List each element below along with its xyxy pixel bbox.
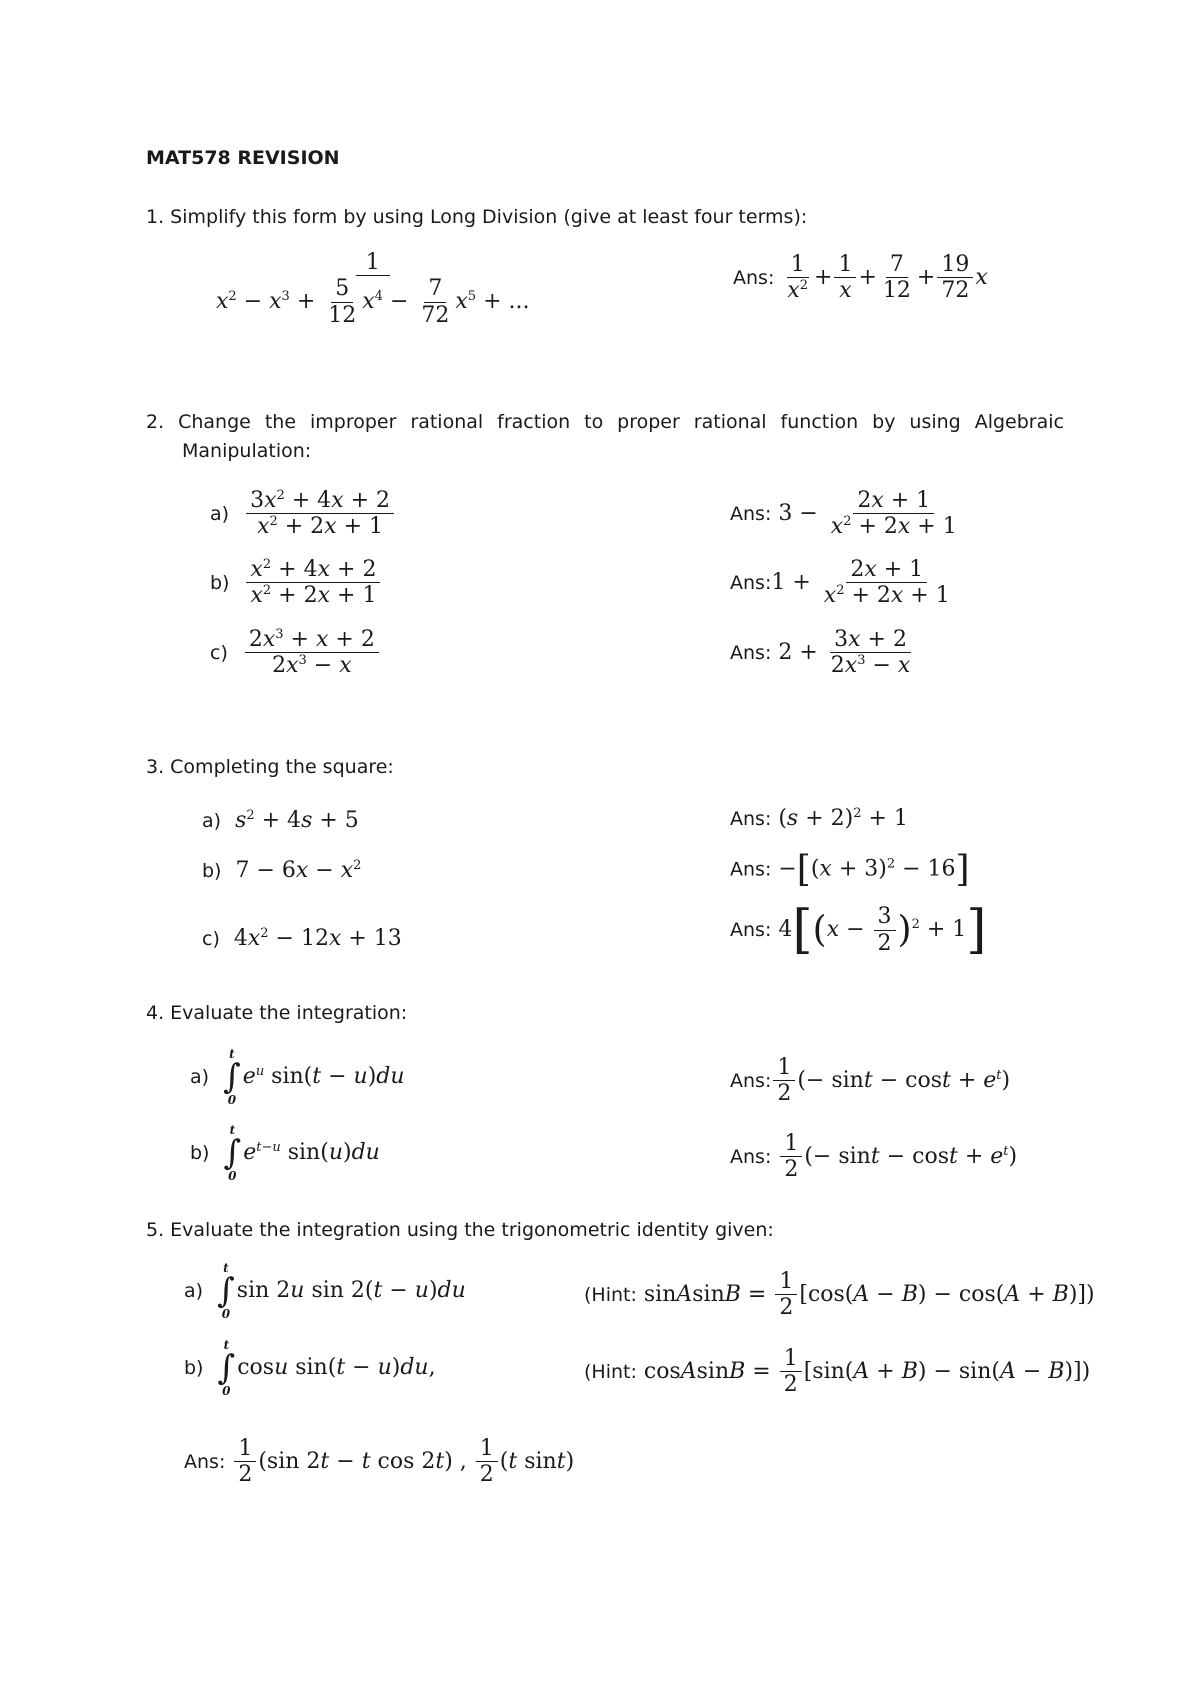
q5b-expression: b) t ∫ 0 cosu sin(t − u)du,: [184, 1338, 436, 1398]
q1-expression: 1 $x^2 - x^3$ + $\frac{5}{12}$ $x^4$ − $\frac{7}{72}$ $x^5$ + ...: [216, 250, 530, 328]
q5a-expression: a) t ∫ 0 sin 2u sin 2(t − u)du: [184, 1261, 466, 1321]
q4b-answer: Ans: $\frac{1}{2}$ (− $\sin t - \cos t + e^t$): [730, 1131, 1018, 1183]
q2a-answer: Ans: 3 − $\frac{2x + 1}{x^2 + 2x + 1}$: [730, 488, 957, 540]
item-label: a): [184, 1280, 204, 1302]
answer-label: Ans:: [730, 1145, 772, 1168]
q2c-expression: c) $\frac{2x^3 + x + 2}{2x^3 - x}$: [210, 627, 381, 679]
item-label: c): [210, 641, 228, 664]
item-label: b): [184, 1357, 204, 1379]
q5a-hint: (Hint: sinAsinB = $\frac{1}{2}$ [cos(A − B) − cos(A + B)]): [584, 1269, 1095, 1321]
question-3-text: 3. Completing the square:: [146, 756, 394, 778]
answer-label: Ans:: [730, 858, 772, 881]
q3c-expression: c) $4x^2 - 12x + 13$: [202, 926, 402, 951]
answer-label: Ans:: [730, 808, 772, 830]
q3b-answer: Ans: $-[(x + 3)^2 - 16]$: [730, 849, 970, 890]
hint-label: (Hint:: [584, 1360, 637, 1383]
answer-label: Ans:: [730, 641, 772, 664]
q2b-answer: Ans:1 + $\frac{2x + 1}{x^2 + 2x + 1}$: [730, 557, 950, 609]
answer-label: Ans:: [733, 266, 775, 289]
hint-label: (Hint:: [584, 1283, 637, 1306]
q4b-expression: b) t ∫ 0 $e^{t-u}$ sin(u)du: [190, 1123, 380, 1183]
item-label: b): [210, 571, 230, 594]
q3b-expression: b) $7 - 6x - x^2$: [202, 858, 362, 883]
q2c-answer: Ans: 2 + $\frac{3x + 2}{2x^3 - x}$: [730, 627, 911, 679]
q4a-answer: Ans: $\frac{1}{2}$ (− $\sin t - \cos t + e^t$): [730, 1055, 1011, 1107]
q3a-expression: a) $s^2 + 4s + 5$: [202, 808, 359, 833]
item-label: b): [190, 1142, 210, 1164]
answer-label: Ans:: [184, 1450, 226, 1473]
question-2-text: 2. Change the improper rational fraction to proper rational function by using Algebraic: [146, 411, 1064, 433]
question-1-text: 1. Simplify this form by using Long Division (give at least four terms):: [146, 206, 808, 228]
q1-answer: Ans: $\frac{1}{x^2}$ + $\frac{1}{x}$ + $\frac{7}{12}$ + $\frac{19}{72}$ x: [733, 252, 988, 304]
q5b-hint: (Hint: cosAsinB = $\frac{1}{2}$ [sin(A + B) − sin(A − B)]): [584, 1346, 1091, 1398]
answer-label: Ans:: [730, 571, 772, 594]
item-label: a): [190, 1066, 210, 1088]
question-4-text: 4. Evaluate the integration:: [146, 1002, 408, 1024]
answer-label: Ans:: [730, 502, 772, 525]
q3c-answer: Ans: 4[(x − $\frac{3}{2}$ )$^2$ + 1]: [730, 900, 987, 960]
q2b-expression: b) $\frac{x^2 + 4x + 2}{x^2 + 2x + 1}$: [210, 557, 382, 609]
item-label: a): [210, 502, 230, 525]
question-2-text-cont: Manipulation:: [182, 440, 312, 462]
answer-label: Ans:: [730, 1069, 772, 1092]
q2a-expression: a) $\frac{3x^2 + 4x + 2}{x^2 + 2x + 1}$: [210, 488, 396, 540]
item-label: a): [202, 810, 222, 832]
q3a-answer: Ans: $(s + 2)^2 + 1$: [730, 806, 908, 831]
q5-answer: Ans: $\frac{1}{2}$ (sin 2t − t cos 2t) , $\frac{1}{2}$ (t sint): [184, 1436, 575, 1488]
page-title: MAT578 REVISION: [146, 147, 340, 169]
answer-label: Ans:: [730, 919, 772, 941]
item-label: b): [202, 860, 222, 882]
item-label: c): [202, 928, 220, 950]
question-5-text: 5. Evaluate the integration using the trigonometric identity given:: [146, 1219, 774, 1241]
q4a-expression: a) t ∫ 0 $e^u$ sin(t − u)du: [190, 1047, 405, 1107]
